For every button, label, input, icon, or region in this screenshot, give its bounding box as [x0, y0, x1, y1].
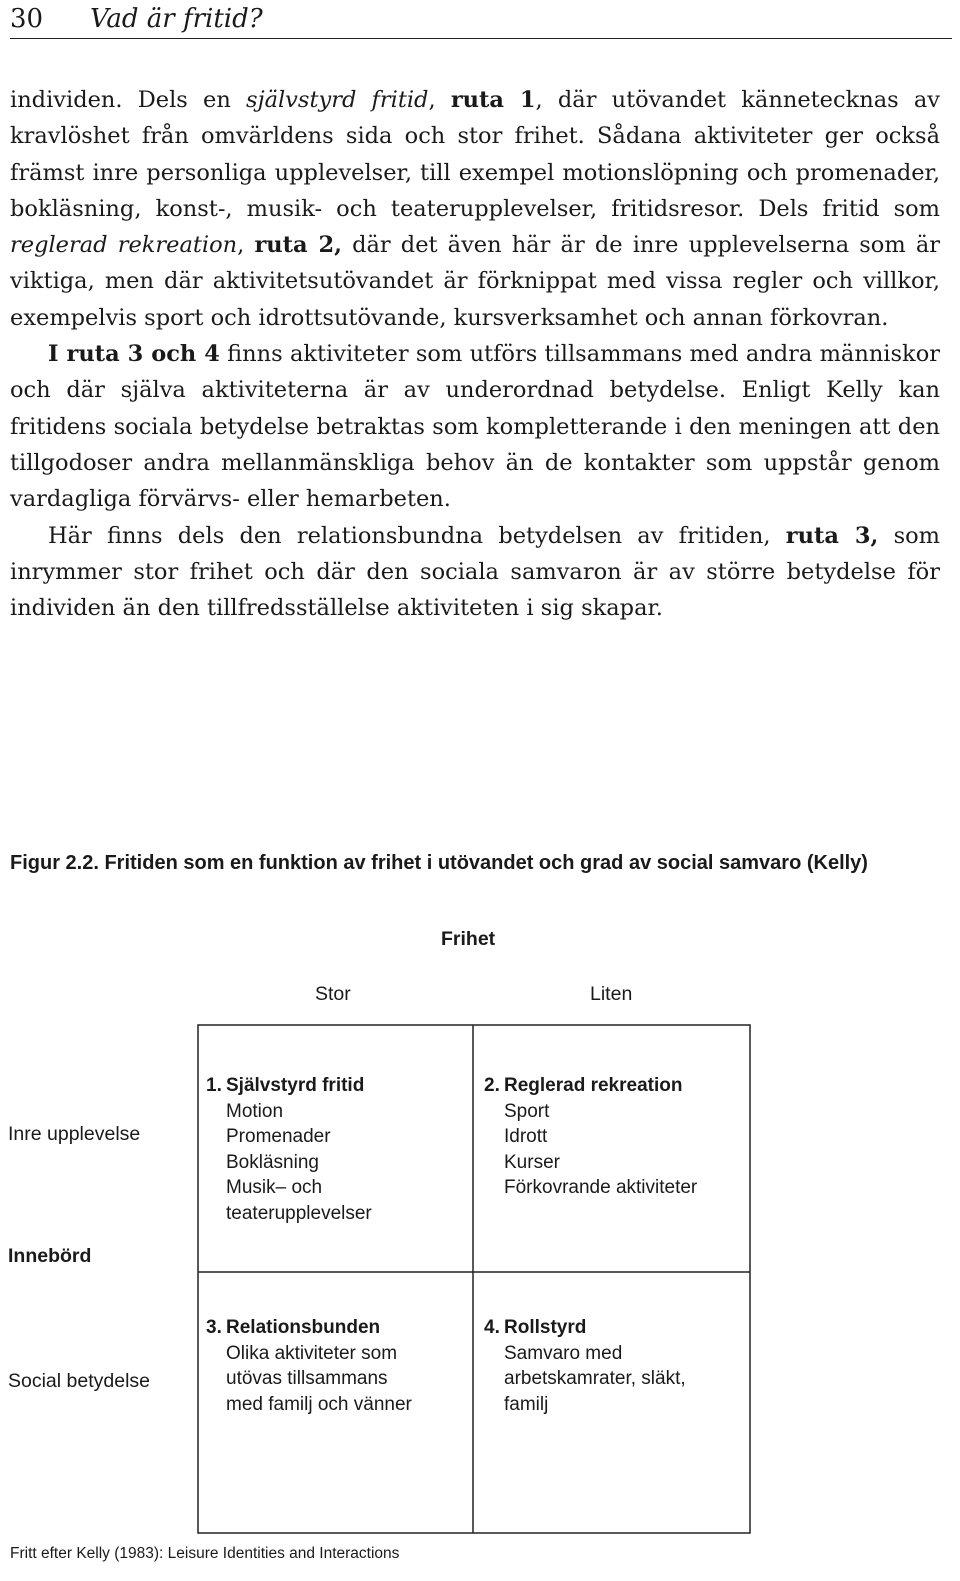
- body-text: [10, 82, 940, 626]
- cell-item: Sport: [504, 1100, 550, 1122]
- cell-ruta-4: [484, 1315, 744, 1417]
- cell-item: arbetskamrater, släkt,: [504, 1368, 686, 1389]
- text-run: , där utövandet kännetecknas av kravlöshet från omvärldens sida och stor frihet. Sådana aktiviteter ger också främst inre personliga upplevelser, till exempel motionslöpning och promenader, bokläsning, konst-, musik- och teaterupplevelser, fritidsresor. Dels fritid som: [10, 87, 940, 222]
- cell-title: Reglerad rekreation: [504, 1075, 683, 1096]
- cell-item: Kurser: [504, 1151, 560, 1173]
- cell-item: teaterupplevelser: [226, 1202, 372, 1224]
- cell-item: Förkovrande aktiviteter: [504, 1177, 698, 1198]
- page-number: 30: [10, 4, 44, 34]
- kelly-matrix: [197, 1024, 751, 1534]
- running-title: Vad är fritid?: [90, 4, 263, 34]
- cell-number: 3.: [206, 1317, 222, 1338]
- cell-item: Bokläsning: [226, 1151, 319, 1173]
- cell-item: Olika aktiviteter som: [226, 1342, 398, 1364]
- axis-label-social-betydelse: Social betydelse: [8, 1370, 151, 1392]
- axis-label-stor: Stor: [315, 983, 351, 1005]
- text-run: individen. Dels en: [10, 87, 247, 113]
- ref-ruta-3: ruta 3,: [785, 522, 879, 549]
- term-reglerad-rekreation: reglerad rekreation: [10, 232, 238, 259]
- cell-item: Samvaro med: [504, 1342, 623, 1364]
- cell-number: 2.: [484, 1075, 500, 1096]
- axis-label-inre-upplevelse: Inre upplevelse: [8, 1123, 141, 1145]
- figure-caption: Figur 2.2. Fritiden som en funktion av frihet i utövandet och grad av social samvaro (Kelly): [10, 852, 868, 874]
- paragraph-2: [10, 336, 940, 517]
- text-run: finns aktiviteter som utförs tillsammans med andra människor och där själva aktiviteterna är av underordnad betydelse. Enligt Kelly kan fritidens sociala betydelse betraktas som kompletterande i den meningen att den tillgodoser andra mellanmänskliga behov än de kontakter som uppstår genom vardagliga förvärvs- eller hemarbeten.: [10, 341, 940, 513]
- cell-number: 4.: [484, 1317, 500, 1338]
- cell-item: Promenader: [226, 1126, 331, 1147]
- text-run: ,: [237, 232, 255, 259]
- text-run: där det även här är de inre upplevelserna som är viktiga, men där aktivitetsutövandet är förknippat med vissa regler och villkor, exempelvis sport och idrottsutövande, kursverksamhet och annan förkovran.: [10, 232, 940, 331]
- text-run: Här finns dels den relationsbundna betydelsen av fritiden,: [48, 522, 786, 549]
- ref-ruta-3-4: I ruta 3 och 4: [48, 341, 220, 368]
- cell-title: Självstyrd fritid: [226, 1075, 365, 1096]
- cell-item: familj: [504, 1393, 549, 1415]
- cell-item: Musik– och: [226, 1177, 323, 1198]
- cell-title: Rollstyrd: [504, 1317, 587, 1338]
- cell-item: utövas tillsammans: [226, 1368, 388, 1389]
- cell-item: Idrott: [504, 1126, 548, 1147]
- text-run: ,: [428, 87, 451, 113]
- cell-ruta-3: [206, 1315, 466, 1417]
- running-header: [10, 0, 952, 39]
- text-run: som inrymmer stor frihet och där den sociala samvaron är av större betydelse för individen än den tillfredsställelse aktiviteten i sig skapar.: [10, 522, 940, 622]
- cell-number: 1.: [206, 1075, 222, 1096]
- paragraph-1: [10, 82, 940, 336]
- cell-ruta-2: [484, 1073, 744, 1201]
- term-sjalvstyrd-fritid: självstyrd fritid: [246, 87, 429, 113]
- axis-title-frihet: Frihet: [441, 928, 496, 950]
- axis-label-liten: Liten: [590, 983, 633, 1005]
- cell-item: med familj och vänner: [226, 1393, 412, 1415]
- cell-title: Relationsbunden: [226, 1317, 381, 1338]
- cell-ruta-1: [206, 1073, 466, 1226]
- ref-ruta-2: ruta 2,: [254, 232, 342, 259]
- ref-ruta-1: ruta 1: [450, 87, 536, 113]
- figure-source-note: Fritt efter Kelly (1983): Leisure Identities and Interactions: [10, 1545, 400, 1562]
- paragraph-3: [10, 518, 940, 627]
- axis-title-innebord: Innebörd: [8, 1245, 92, 1267]
- cell-item: Motion: [226, 1100, 284, 1122]
